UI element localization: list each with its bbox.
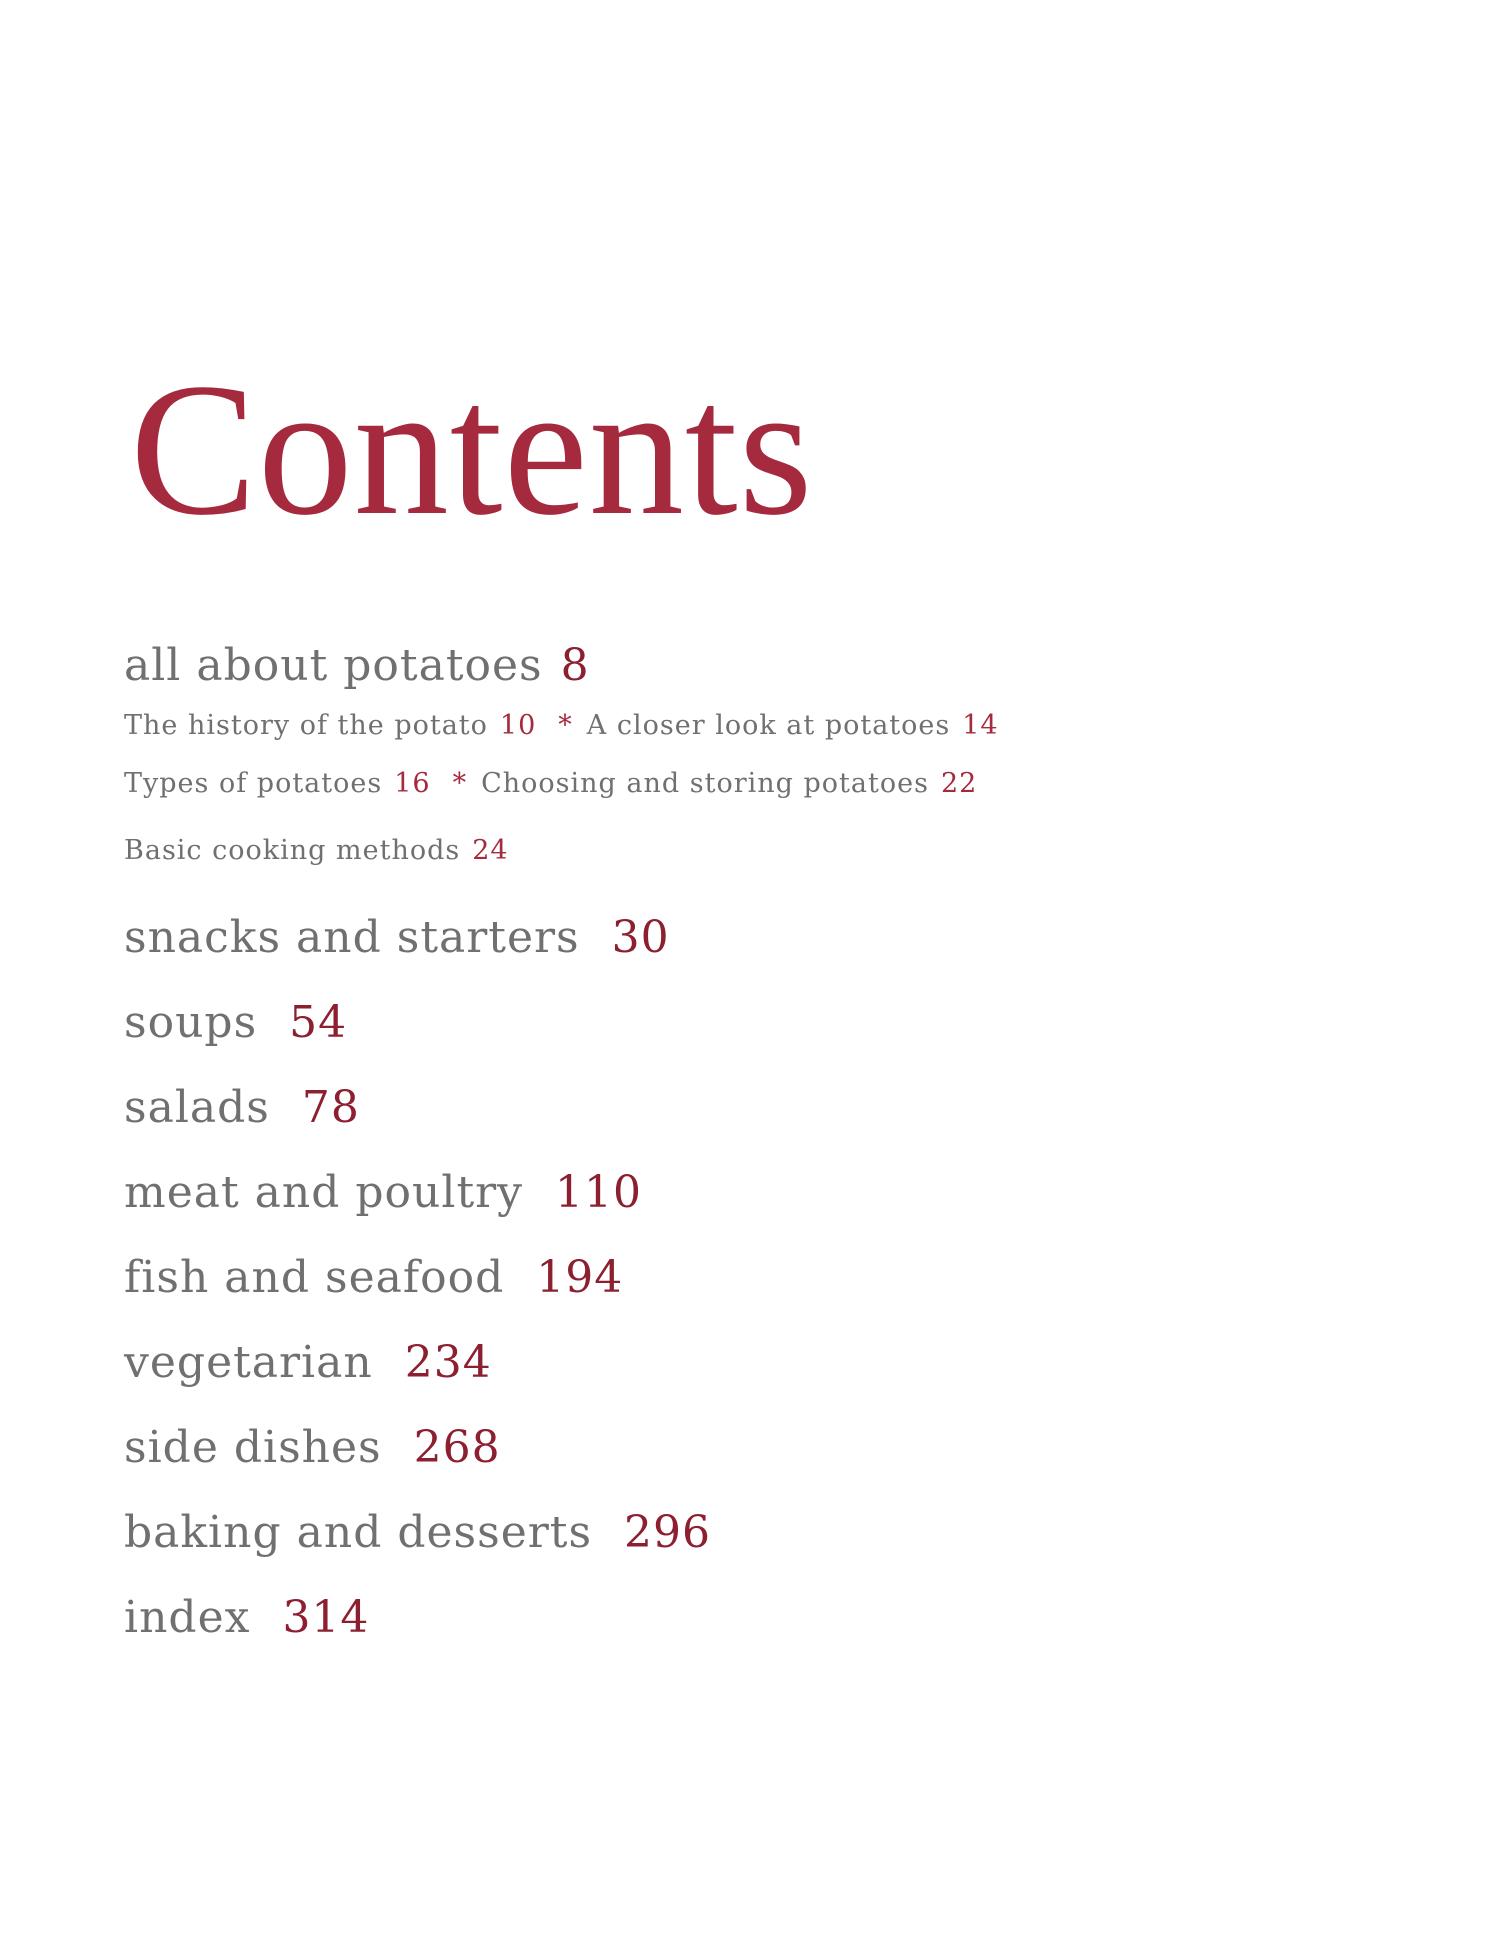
toc-entry-label: side dishes [124,1422,382,1473]
asterisk-separator: * [452,768,468,799]
toc-entry-label: soups [124,997,258,1048]
toc-entry-page: 234 [404,1337,492,1388]
toc-entry-fish-and-seafood[interactable] [124,1252,623,1303]
toc-entry-snacks-and-starters[interactable] [124,912,670,963]
toc-entry-meat-and-poultry[interactable] [124,1167,642,1218]
asterisk-separator: * [558,710,573,741]
toc-entry-page: 110 [555,1167,643,1218]
toc-entry-page: 296 [624,1507,712,1558]
toc-entry-index[interactable] [124,1592,369,1643]
toc-entry-page: 268 [413,1422,501,1473]
toc-entry-label: salads [124,1082,270,1133]
toc-sub-entry-page: 16 [394,768,431,799]
toc-sub-line [124,835,509,866]
toc-entry-page: 30 [611,912,670,963]
page-title: Contents [130,345,814,555]
toc-sub-entry-label[interactable]: Basic cooking methods [124,835,461,866]
toc-entry-label: all about potatoes [124,640,543,691]
toc-entry-page: 78 [301,1082,360,1133]
toc-entry-label: index [124,1592,251,1643]
toc-entry-page: 314 [282,1592,370,1643]
toc-entry-page: 54 [289,997,348,1048]
toc-entry-label: baking and desserts [124,1507,593,1558]
toc-sub-entry-label[interactable]: The history of the potato [124,710,488,741]
toc-sub-entry-label[interactable]: A closer look at potatoes [586,710,951,741]
toc-entry-salads[interactable] [124,1082,360,1133]
toc-entry-label: vegetarian [124,1337,373,1388]
toc-entry-label: meat and poultry [124,1167,524,1218]
toc-sub-entry-label[interactable]: Types of potatoes [124,768,383,799]
toc-entry-label: snacks and starters [124,912,580,963]
toc-entry-all-about-potatoes[interactable] [124,640,590,691]
toc-entry-side-dishes[interactable] [124,1422,501,1473]
toc-entry-page: 194 [536,1252,624,1303]
toc-entry-vegetarian[interactable] [124,1337,492,1388]
toc-sub-entry-page: 22 [940,768,978,799]
toc-entry-baking-and-desserts[interactable] [124,1507,711,1558]
toc-sub-line [124,768,977,799]
toc-sub-line [124,710,999,741]
toc-sub-entry-label[interactable]: Choosing and storing potatoes [481,768,929,799]
toc-sub-entry-page: 10 [499,710,537,741]
toc-sub-entry-page: 24 [472,835,509,866]
toc-entry-label: fish and seafood [124,1252,505,1303]
toc-sub-entry-page: 14 [962,710,999,741]
toc-entry-soups[interactable] [124,997,347,1048]
toc-entry-page: 8 [560,640,590,691]
